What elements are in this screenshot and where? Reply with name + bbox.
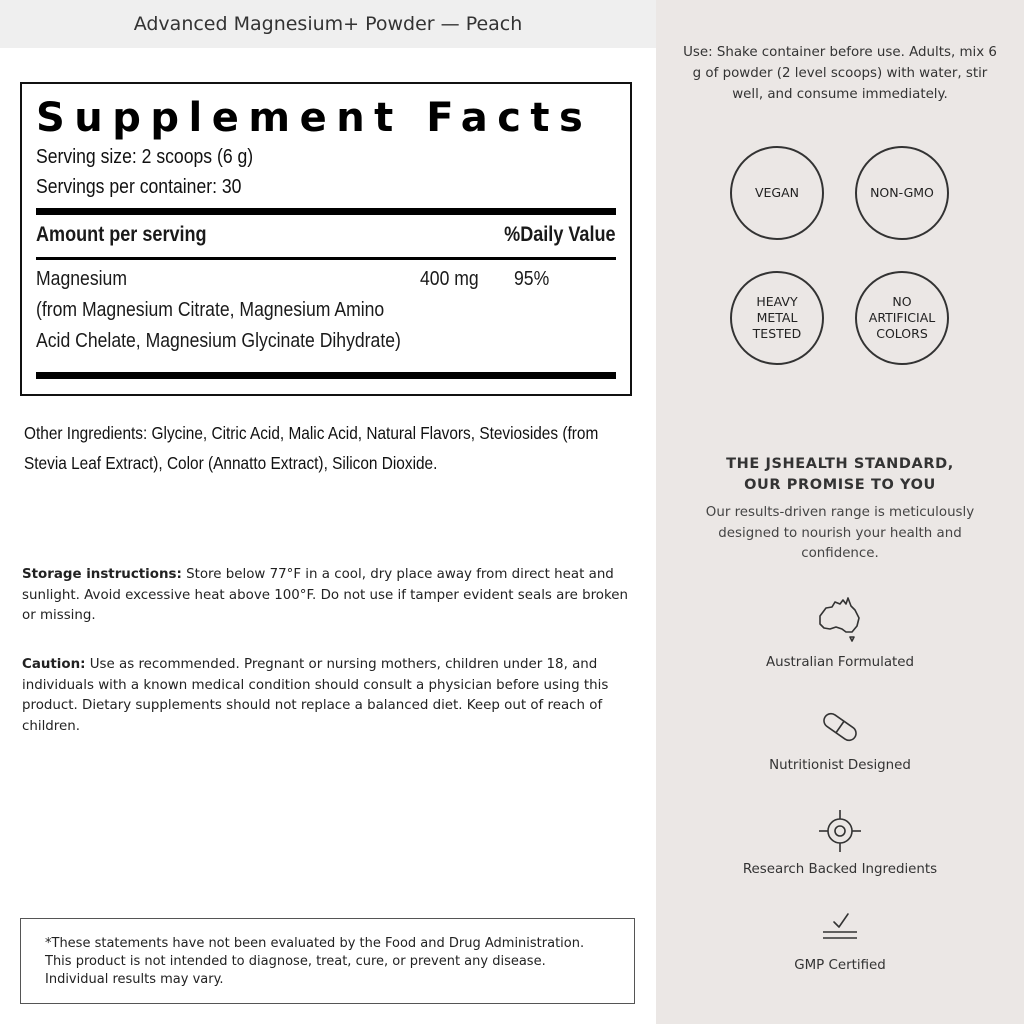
storage-text: Store below 77°F in a cool, dry place away from direct heat and sunlight. Avoid excessive heat above 100°F. Do not use if tamper evident seals are broken or missing. <box>22 567 628 623</box>
checkmark-lines-icon <box>810 904 870 954</box>
nutrient-name-line: (from Magnesium Citrate, Magnesium Amino <box>36 299 385 321</box>
no-colors-badge-label: NO ARTIFICIAL COLORS <box>868 294 936 341</box>
caution-text: Use as recommended. Pregnant or nursing mothers, children under 18, and individuals with a known medical condition should consult a physician before using this product. Dietary supplements should not replace a balanced diet. Keep out of reach of children. <box>22 657 609 734</box>
caution-label: Caution: <box>22 657 86 672</box>
vegan-badge-label: VEGAN <box>754 185 800 200</box>
standard-body <box>690 503 990 565</box>
standard-body-text: Our results-driven range is meticulously designed to nourish your health and confidence. <box>705 505 975 561</box>
nutritionist-designed-label: Nutritionist Designed <box>769 758 911 773</box>
vegan-badge <box>730 146 824 240</box>
amount-header-row <box>36 215 616 257</box>
amount-per-serving-label: Amount per serving <box>36 223 207 246</box>
heavy-metal-badge-label: HEAVY METAL TESTED <box>752 294 802 341</box>
nutrient-name <box>36 264 401 357</box>
bottom-divider <box>36 372 616 379</box>
gmp-certified-label: GMP Certified <box>794 958 886 973</box>
no-artificial-colors-badge <box>855 271 949 365</box>
nutrient-daily-value: 95% <box>514 268 550 290</box>
serving-size: Serving size: 2 scoops (6 g) <box>36 146 254 168</box>
facts-title: Supplement Facts <box>36 95 593 141</box>
nutrient-row <box>36 260 616 368</box>
target-crosshair-icon <box>810 806 870 856</box>
research-backed-label: Research Backed Ingredients <box>742 862 938 877</box>
non-gmo-badge <box>855 146 949 240</box>
standard-title-text: THE JSHEALTH STANDARD, OUR PROMISE TO YOU <box>726 456 954 493</box>
other-ingredients: Other Ingredients: Glycine, Citric Acid, Malic Acid, Natural Flavors, Steviosides (from Stevia Leaf Extract), Color (Annatto Extract), Silicon Dioxide. <box>24 423 599 473</box>
caution-section <box>22 655 634 737</box>
australian-formulated-label: Australian Formulated <box>765 655 915 670</box>
title-bar <box>0 0 656 48</box>
storage-label: Storage instructions: <box>22 567 182 582</box>
usage-instructions: Use: Shake container before use. Adults, mix 6 g of powder (2 level scoops) with water, stir well, and consume immediately. <box>683 45 997 102</box>
heavy-metal-tested-badge <box>730 271 824 365</box>
non-gmo-badge-label: NON-GMO <box>870 185 934 200</box>
nutrient-name-line: Acid Chelate, Magnesium Glycinate Dihydrate) <box>36 330 401 352</box>
servings-per-container: Servings per container: 30 <box>36 176 242 198</box>
fda-disclaimer: *These statements have not been evaluated by the Food and Drug Administration. This product is not intended to diagnose, treat, cure, or prevent any disease. Individual results may vary. <box>20 918 635 1004</box>
thick-divider <box>36 208 616 215</box>
australia-map-icon <box>810 594 870 644</box>
nutrient-name-line: Magnesium <box>36 268 127 290</box>
supplement-facts-panel <box>20 82 632 396</box>
storage-instructions <box>22 565 634 627</box>
page-title: Advanced Magnesium+ Powder — Peach <box>133 13 523 35</box>
standard-title <box>680 454 1000 496</box>
capsule-icon <box>810 702 870 752</box>
nutrient-amount: 400 mg <box>420 268 479 290</box>
daily-value-label: %Daily Value <box>504 223 616 246</box>
